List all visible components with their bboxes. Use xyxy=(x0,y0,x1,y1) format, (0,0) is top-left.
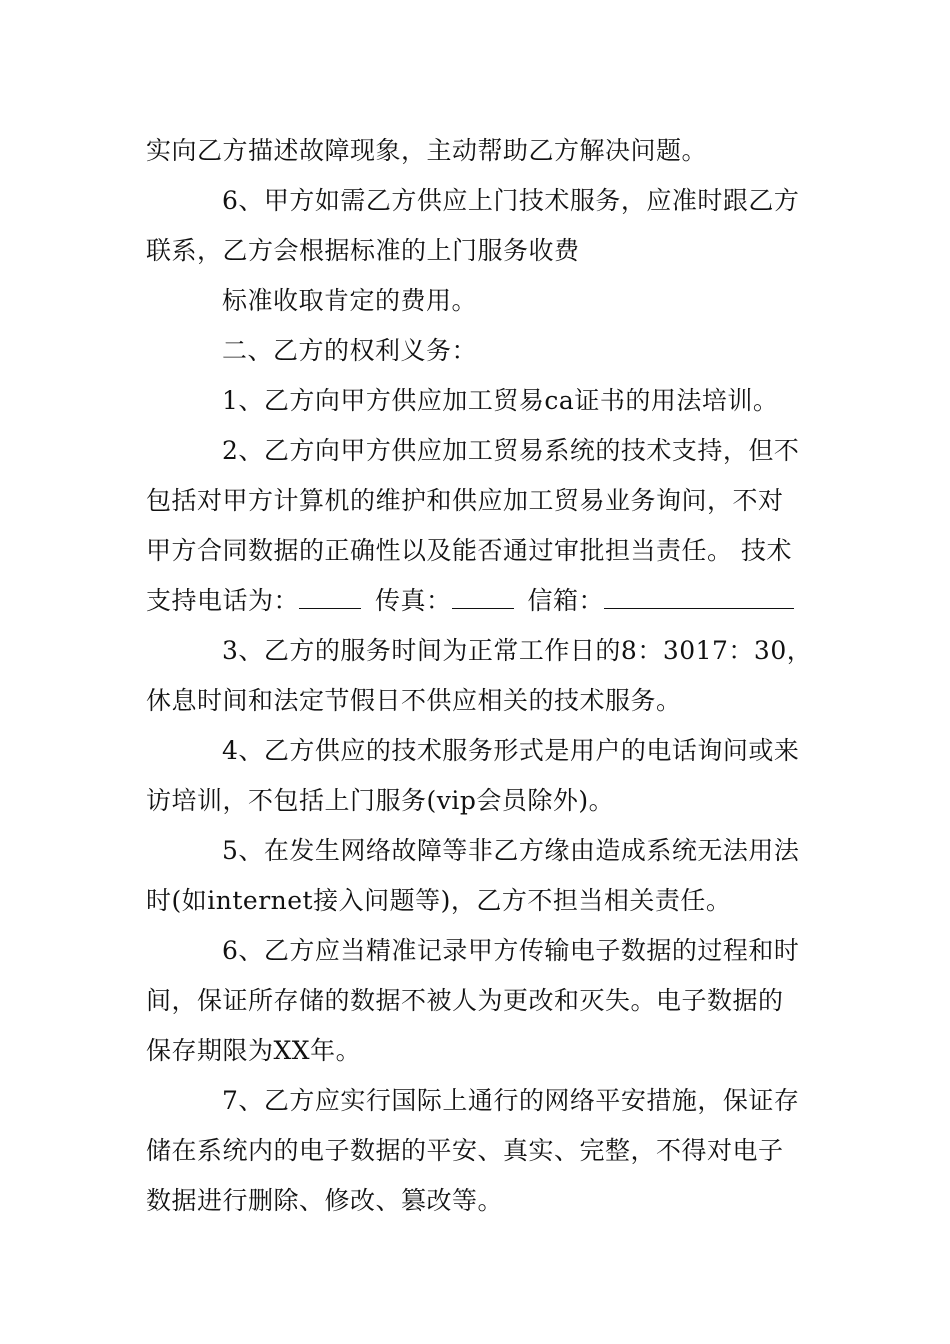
phone-label: 支持电话为： xyxy=(146,586,300,615)
text-line: 实向乙方描述故障现象，主动帮助乙方解决问题。 xyxy=(146,136,708,165)
fax-blank xyxy=(452,586,514,609)
text-line: 包括对甲方计算机的维护和供应加工贸易业务询问，不对 xyxy=(146,486,784,515)
text-line: 2、乙方向甲方供应加工贸易系统的技术支持，但不 xyxy=(222,436,800,465)
email-label: 信箱： xyxy=(527,586,605,615)
phone-blank xyxy=(299,586,361,609)
text-line: 6、乙方应当精准记录甲方传输电子数据的过程和时 xyxy=(222,936,800,965)
text-line: 6、甲方如需乙方供应上门技术服务，应准时跟乙方 xyxy=(222,186,800,215)
text-line: 保存期限为XX年。 xyxy=(146,1036,362,1065)
text-line: 时(如internet接入问题等)，乙方不担当相关责任。 xyxy=(146,886,732,915)
text-line: 甲方合同数据的正确性以及能否通过审批担当责任。 技术 xyxy=(146,536,792,565)
email-blank xyxy=(604,586,794,609)
text-line: 数据进行删除、修改、篡改等。 xyxy=(146,1186,504,1215)
text-line: 储在系统内的电子数据的平安、真实、完整，不得对电子 xyxy=(146,1136,784,1165)
text-line: 4、乙方供应的技术服务形式是用户的电话询问或来 xyxy=(222,736,800,765)
text-line: 间，保证所存储的数据不被人为更改和灭失。电子数据的 xyxy=(146,986,784,1015)
text-line: 联系，乙方会根据标准的上门服务收费 xyxy=(146,236,580,265)
fax-label: 传真： xyxy=(375,586,452,615)
text-line: 3、乙方的服务时间为正常工作日的8：3017：30， xyxy=(222,636,813,665)
text-line: 标准收取肯定的费用。 xyxy=(222,286,478,315)
contact-line xyxy=(146,586,794,616)
section-heading: 二、乙方的权利义务： xyxy=(222,336,478,365)
text-line: 7、乙方应实行国际上通行的网络平安措施，保证存 xyxy=(222,1086,800,1115)
text-line: 休息时间和法定节假日不供应相关的技术服务。 xyxy=(146,686,682,715)
text-line: 5、在发生网络故障等非乙方缘由造成系统无法用法 xyxy=(222,836,800,865)
text-line: 访培训，不包括上门服务(vip会员除外)。 xyxy=(146,786,615,815)
text-line: 1、乙方向甲方供应加工贸易ca证书的用法培训。 xyxy=(222,386,779,415)
